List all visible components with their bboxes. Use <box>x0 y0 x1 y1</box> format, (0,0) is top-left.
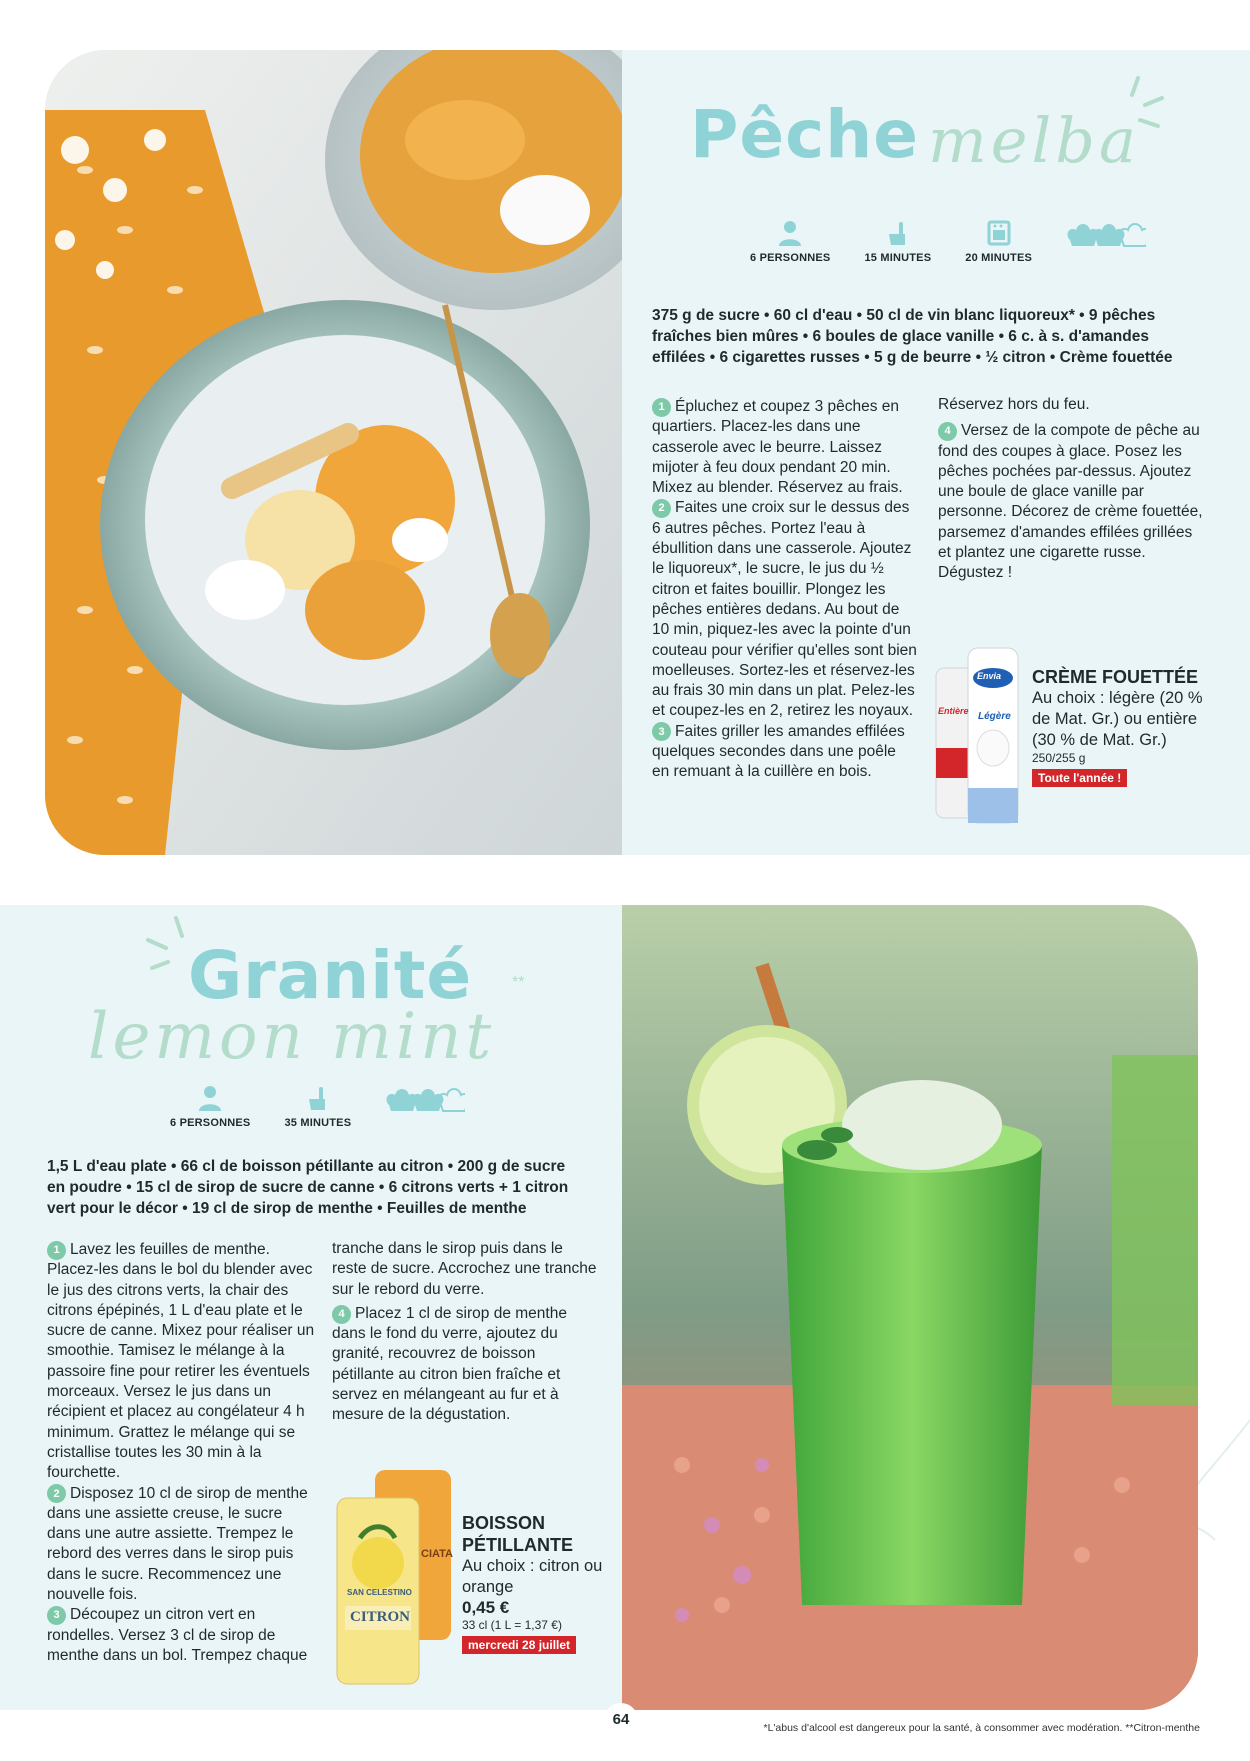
prep-time-label: 15 MINUTES <box>864 252 932 264</box>
granite-meta <box>170 1085 465 1129</box>
granite-steps-col2 <box>332 1239 597 1426</box>
peche-step-4 <box>938 421 1203 583</box>
date-badge: mercredi 28 juillet <box>462 1636 576 1654</box>
cook-time-meta <box>965 220 1032 264</box>
product-description: Au choix : citron ou orange <box>462 1557 603 1596</box>
granite-step-2 <box>47 1484 315 1606</box>
peche-title: Pêche <box>690 96 920 173</box>
can-label-1: Entière <box>938 706 969 716</box>
granite-title: Granité <box>188 937 473 1014</box>
granite-steps-col1 <box>47 1240 315 1666</box>
chef-hat-difficulty-icon <box>1066 222 1146 250</box>
creme-fouettee-product-image <box>932 628 1024 828</box>
step-number-badge: 3 <box>47 1606 66 1625</box>
product-price: 0,45 € <box>462 1598 510 1617</box>
peche-meta <box>750 220 1146 264</box>
peche-steps-col1 <box>652 397 917 783</box>
step-text: Épluchez et coupez 3 pêches en quartiers. Placez-les dans une casserole avec le beurre. Laissez mijoter à feu doux pendant 20 min. Mixez au blender. Réservez au frais. <box>652 398 903 497</box>
boisson-petillante-product-image <box>335 1468 455 1686</box>
persons-label: 6 PERSONNES <box>750 252 831 264</box>
person-icon <box>198 1085 222 1111</box>
boisson-petillante-product <box>462 1512 622 1654</box>
product-description: Au choix : légère (20 % de Mat. Gr.) ou entière (30 % de Mat. Gr.) <box>1032 689 1203 749</box>
step-text: Lavez les feuilles de menthe. Placez-les dans le bol du blender avec le jus des citrons verts, la chair des citrons épépinés, 1 L d'eau plate et le sucre de canne. Mixez pour réaliser un smoothie. Tamisez le mélange à la passoire fine pour retirer les éventuels morceaux. Versez le jus dans un récipient et placez au congélateur 4 h minimum. Grattez le mélange qui se cristallise toutes les 30 min à la fourchette. <box>47 1241 315 1482</box>
step-number-badge: 2 <box>652 499 671 518</box>
difficulty-meta <box>1066 222 1146 250</box>
cook-time-label: 20 MINUTES <box>965 252 1033 264</box>
peche-step-1 <box>652 397 917 498</box>
product-brand: Envia <box>977 671 1002 681</box>
peche-melba-photo <box>45 50 622 855</box>
step-text: Disposez 10 cl de sirop de menthe dans une assiette creuse, le sucre dans une autre assiette. Trempez le rebord des verres dans le sirop puis dans le sucre. Recommencez une nouvelle fois. <box>47 1484 308 1604</box>
peche-step-3-continued: Réservez hors du feu. <box>938 396 1090 413</box>
can-label-2: Légère <box>978 711 1011 722</box>
granite-photo <box>622 905 1198 1710</box>
step-text: Versez de la compote de pêche au fond des coupes à glace. Posez les pêches pochées par-dessus. Ajoutez une boule de glace vanille par personne. Décorez de crème fouettée, parsemez d'amandes effilées grillées et plantez une cigarette russe. Dégustez ! <box>938 422 1203 582</box>
peche-step-2 <box>652 498 917 721</box>
step-text: Faites griller les amandes effilées quelques secondes dans une poêle en remuant à la cuillère en bois. <box>652 722 905 781</box>
peche-ingredients: 375 g de sucre • 60 cl d'eau • 50 cl de vin blanc liquoreux* • 9 pêches fraîches bien mûres • 6 boules de glace vanille • 6 c. à s. d'amandes effilées • 6 cigarettes russes • 5 g de beurre • ½ citron • Crème fouettée <box>652 307 1173 366</box>
step-text: Découpez un citron vert en rondelles. Versez 3 cl de sirop de menthe dans un bol. Trempez chaque <box>47 1606 308 1664</box>
prep-time-label: 35 MINUTES <box>284 1117 352 1129</box>
step-number-badge: 1 <box>47 1241 66 1260</box>
granite-title-script: lemon mint <box>88 1000 496 1074</box>
product-name: BOISSON PÉTILLANTE <box>462 1513 573 1555</box>
chef-hat-difficulty-icon <box>385 1087 465 1115</box>
step-number-badge: 3 <box>652 722 671 741</box>
sparkle-icon <box>140 910 200 990</box>
granite-step-4 <box>332 1304 597 1426</box>
page-number: 64 <box>604 1703 638 1737</box>
sparkle-icon <box>1110 70 1170 160</box>
peche-step-3 <box>652 722 917 783</box>
oven-icon <box>987 220 1011 246</box>
step-number-badge: 1 <box>652 398 671 417</box>
product-size: 250/255 g <box>1032 751 1086 765</box>
product-size: 33 cl (1 L = 1,37 €) <box>462 1618 562 1632</box>
step-text: Placez 1 cl de sirop de menthe dans le fond du verre, ajoutez du granité, recouvrez de boisson pétillante au citron bien fraîche et servez en mélangeant au fur et à mesure de la dégustation. <box>332 1304 567 1424</box>
footnote: *L'abus d'alcool est dangereux pour la santé, à consommer avec modération. **Citron-menthe <box>763 1722 1200 1734</box>
granite-step-3 <box>47 1605 315 1666</box>
persons-meta <box>750 220 830 264</box>
difficulty-meta <box>385 1087 465 1115</box>
prep-time-meta <box>864 220 931 264</box>
step-number-badge: 4 <box>938 422 957 441</box>
hand-knife-icon <box>306 1085 330 1111</box>
person-icon <box>778 220 802 246</box>
can-label-2: CIATA <box>421 1548 453 1560</box>
product-name: CRÈME FOUETTÉE <box>1032 667 1199 687</box>
hand-knife-icon <box>886 220 910 246</box>
peche-steps-col2 <box>938 395 1203 584</box>
persons-meta <box>170 1085 250 1129</box>
granite-ingredients: 1,5 L d'eau plate • 66 cl de boisson pétillante au citron • 200 g de sucre en poudre • 15 cl de sirop de sucre de canne • 6 citrons verts + 1 citron vert pour le décor • 19 cl de sirop de menthe • Feuilles de menthe <box>47 1158 569 1217</box>
granite-step-3-continued: tranche dans le sirop puis dans le reste de sucre. Accrochez une tranche sur le rebord du verre. <box>332 1240 597 1298</box>
step-text: Faites une croix sur le dessus des 6 autres pêches. Portez l'eau à ébullition dans une casserole. Ajoutez le liquoreux*, le sucre, le jus du ½ citron et faites bouillir. Plongez les pêches entières dedans. Au bout de 10 min, piquez-les avec la pointe d'un couteau pour vérifier qu'elles sont bien moelleuses. Sortez-les et réservez-les au frais 30 min dans un plat. Pelez-les et coupez-les en 2, retirez les noyaux. <box>652 499 917 720</box>
granite-step-1 <box>47 1240 315 1484</box>
product-brand: SAN CELESTINO <box>347 1588 412 1597</box>
can-label: CITRON <box>350 1609 411 1625</box>
peche-title-script: melba <box>928 104 1140 177</box>
availability-badge: Toute l'année ! <box>1032 769 1127 787</box>
creme-fouettee-product <box>1032 666 1212 787</box>
granite-title-footnote-mark: ** <box>512 974 525 991</box>
step-number-badge: 4 <box>332 1305 351 1324</box>
step-number-badge: 2 <box>47 1484 66 1503</box>
prep-time-meta <box>284 1085 351 1129</box>
persons-label: 6 PERSONNES <box>170 1117 251 1129</box>
